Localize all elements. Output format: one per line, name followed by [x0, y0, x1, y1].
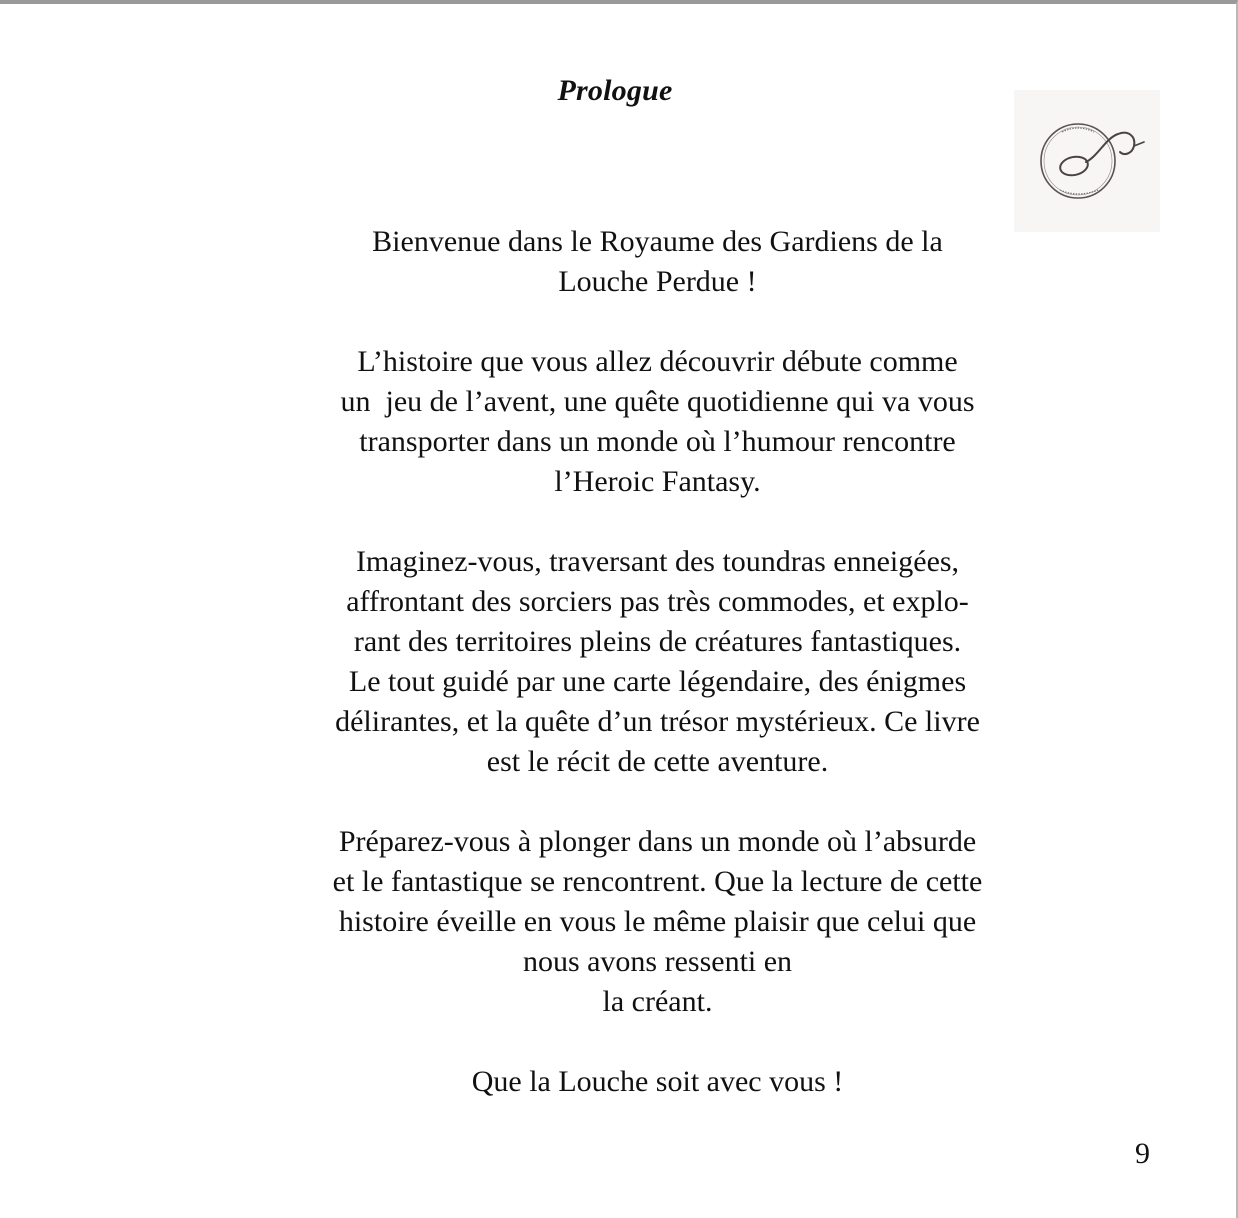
text-line: Préparez-vous à plonger dans un monde où l’absurde — [338, 825, 977, 858]
page-title: Prologue — [557, 74, 673, 107]
text-line: Imaginez-vous, traversant des toundras enneigées, — [355, 545, 960, 578]
paragraph — [260, 1062, 1055, 1102]
text-line: Louche Perdue ! — [558, 265, 757, 298]
text-line: Que la Louche soit avec vous ! — [471, 1065, 844, 1098]
text-line: transporter dans un monde où l’humour rencontre — [359, 425, 956, 458]
paragraph — [260, 542, 1055, 782]
text-line: est le récit de cette aventure. — [486, 745, 829, 778]
text-line: un jeu de l’avent, une quête quotidienne qui va vous — [340, 385, 975, 418]
text-line: l’Heroic Fantasy. — [554, 465, 761, 498]
page-number: 9 — [1135, 1137, 1150, 1170]
paragraph — [260, 822, 1055, 1022]
text-line: et le fantastique se rencontrent. Que la lecture de cette — [332, 865, 983, 898]
text-line: histoire éveille en vous le même plaisir que celui que — [338, 905, 977, 938]
text-line: délirantes, et la quête d’un trésor mystérieux. Ce livre — [335, 705, 980, 738]
text-line: rant des territoires pleins de créatures fantastiques. — [353, 625, 962, 658]
text-line: Le tout guidé par une carte légendaire, des énigmes — [348, 665, 967, 698]
text-line: Bienvenue dans le Royaume des Gardiens de la — [372, 225, 943, 258]
paragraph — [260, 342, 1055, 502]
prologue-text — [260, 222, 1055, 1142]
text-line: nous avons ressenti en — [522, 945, 793, 978]
ladle-seal-icon — [1014, 90, 1160, 232]
paragraph — [260, 222, 1055, 302]
text-line: la créant. — [602, 985, 713, 1018]
logo — [1014, 90, 1160, 232]
text-line: L’histoire que vous allez découvrir débute comme — [357, 345, 958, 378]
text-line: affrontant des sorciers pas très commodes, et explo- — [346, 585, 969, 618]
